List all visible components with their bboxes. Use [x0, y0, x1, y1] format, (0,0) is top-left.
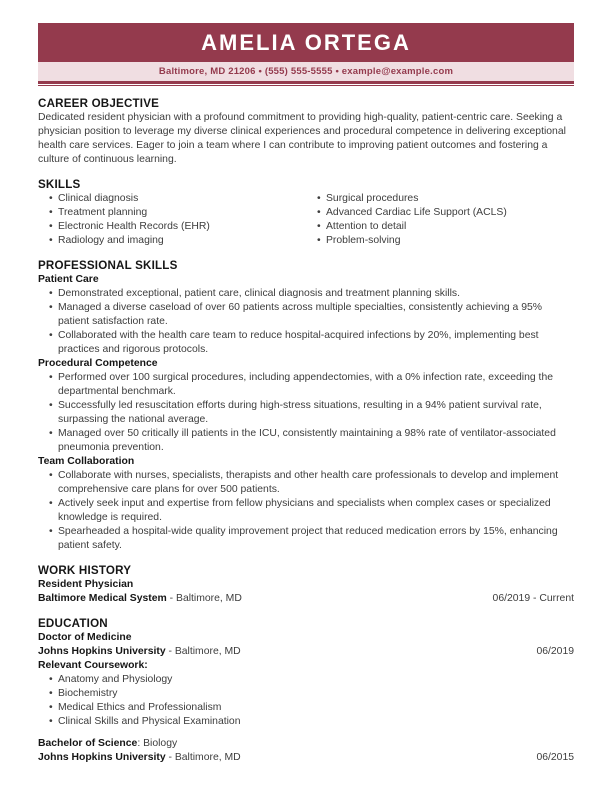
bullet-item: • Collaborate with nurses, specialists, therapists and other health care professionals to develop and implement comprehensive care plans for over 500 patients. [38, 469, 574, 497]
skill-item: • Problem-solving [306, 234, 574, 248]
education-entry-doctor-of-medicine [38, 631, 574, 729]
degree-title: Doctor of Medicine [38, 632, 132, 644]
resume-header [0, 0, 612, 86]
section-heading-skills: SKILLS [38, 178, 81, 192]
skill-item: • Radiology and imaging [38, 234, 306, 248]
section-heading-work-history: WORK HISTORY [38, 564, 132, 578]
education-entry-bachelor-of-science [38, 737, 574, 765]
coursework-item: • Clinical Skills and Physical Examination [38, 715, 574, 729]
career-objective-text: Dedicated resident physician with a profound commitment to providing high-quality, patient-centric care. Seeking a physician position to leverage my diverse clinical experiences and procedural competence in delivering exceptional health care services. Eager to join a team where I can contribute to improving patient outcomes and fostering a culture of continuous learning. [38, 112, 566, 166]
candidate-name: AMELIA ORTEGA [201, 30, 411, 55]
skills-list [38, 192, 574, 248]
job-location: - Baltimore, MD [166, 593, 242, 605]
header-rule-thin [38, 85, 574, 86]
section-heading-professional-skills: PROFESSIONAL SKILLS [38, 259, 178, 273]
skill-group-title: Procedural Competence [38, 358, 158, 370]
skill-group-team-collaboration [38, 455, 574, 553]
school-location: - Baltimore, MD [165, 646, 241, 658]
school-name: Johns Hopkins University [38, 752, 166, 764]
skill-item: • Clinical diagnosis [38, 192, 306, 206]
coursework-item: • Anatomy and Physiology [38, 673, 574, 687]
bullet-item: • Demonstrated exceptional, patient care, clinical diagnosis and treatment planning skills. [38, 287, 574, 301]
bullet-item: • Managed over 50 critically ill patients in the ICU, consistently maintaining a 98% rate of ventilator-associated pneumonia prevention. [38, 427, 574, 455]
bullet-item: • Spearheaded a hospital-wide quality improvement project that reduced medication errors by 15%, enhancing patient safety. [38, 525, 574, 553]
graduation-date: 06/2019 [536, 646, 574, 658]
coursework-list [38, 673, 574, 729]
skills-column-right [306, 192, 574, 248]
job-title: Resident Physician [38, 579, 134, 591]
section-heading-education: EDUCATION [38, 617, 108, 631]
skill-item: • Surgical procedures [306, 192, 574, 206]
skill-group-bullets [38, 371, 574, 455]
bullet-item: • Collaborated with the health care team to reduce hospital-acquired infections by 20%, implementing best practices and rigorous protocols. [38, 329, 574, 357]
school-location: - Baltimore, MD [165, 752, 241, 764]
school-and-location [38, 751, 241, 765]
degree-line [38, 737, 574, 751]
graduation-date: 06/2015 [536, 752, 574, 764]
school-and-location [38, 645, 241, 659]
name-banner [38, 23, 574, 62]
skill-group-patient-care [38, 273, 574, 357]
header-rule-thick [38, 81, 574, 84]
contact-bar [38, 62, 574, 81]
bullet-item: • Actively seek input and expertise from fellow physicians and specialists when complex cases or specialized knowledge is required. [38, 497, 574, 525]
coursework-item: • Biochemistry [38, 687, 574, 701]
skills-column-left [38, 192, 306, 248]
skill-item: • Advanced Cardiac Life Support (ACLS) [306, 206, 574, 220]
bullet-item: • Successfully led resuscitation efforts during high-stress situations, resulting in a 94% patient survival rate, surpassing the national average. [38, 399, 574, 427]
degree-line [38, 631, 574, 645]
skill-group-bullets [38, 469, 574, 553]
degree-suffix: : Biology [137, 738, 178, 750]
work-entry [38, 578, 574, 606]
skill-item: • Electronic Health Records (EHR) [38, 220, 306, 234]
job-employer-line [38, 592, 574, 606]
contact-info: Baltimore, MD 21206 • (555) 555-5555 • example@example.com [158, 66, 454, 77]
skill-group-title: Patient Care [38, 274, 99, 286]
coursework-label: Relevant Coursework: [38, 660, 148, 672]
resume-body [0, 96, 612, 765]
job-dates: 06/2019 - Current [492, 593, 574, 605]
school-name: Johns Hopkins University [38, 646, 166, 658]
skill-item: • Attention to detail [306, 220, 574, 234]
school-line [38, 645, 574, 659]
skill-group-bullets [38, 287, 574, 357]
bullet-item: • Managed a diverse caseload of over 60 patients across multiple specialties, consistently achieving a 95% patient satisfaction rate. [38, 301, 574, 329]
school-line [38, 751, 574, 765]
section-heading-career-objective: CAREER OBJECTIVE [38, 97, 160, 111]
skill-group-title: Team Collaboration [38, 456, 135, 468]
employer-name: Baltimore Medical System [38, 593, 167, 605]
coursework-item: • Medical Ethics and Professionalism [38, 701, 574, 715]
bullet-item: • Performed over 100 surgical procedures, including appendectomies, with a 0% infection rate, exceeding the departmental benchmark. [38, 371, 574, 399]
skill-item: • Treatment planning [38, 206, 306, 220]
employer-and-location [38, 592, 242, 606]
skill-group-procedural-competence [38, 357, 574, 455]
degree-title: Bachelor of Science [38, 738, 138, 750]
